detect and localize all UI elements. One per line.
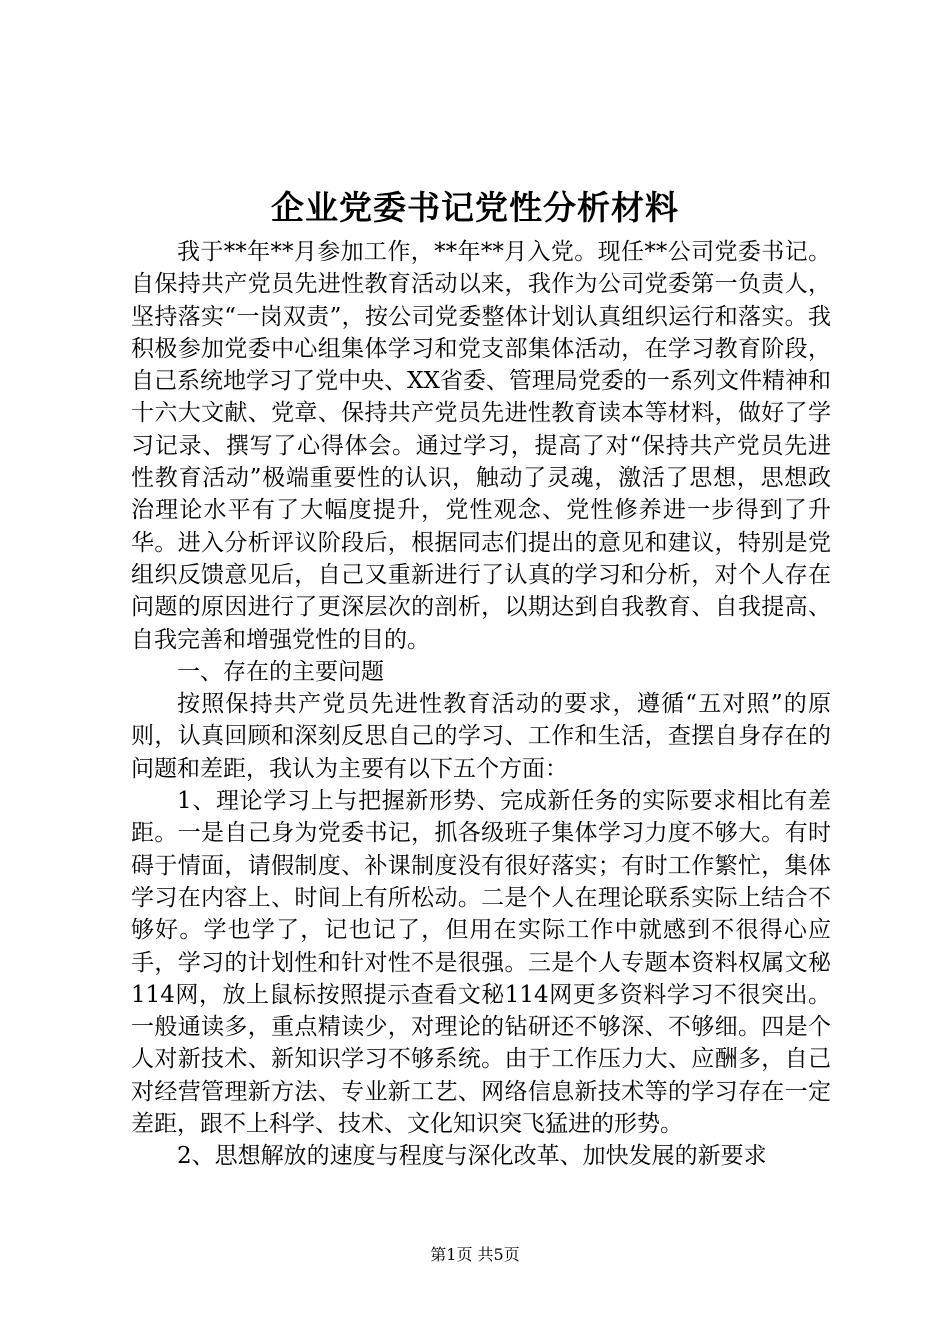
section-heading-1: 一、存在的主要问题 bbox=[177, 658, 384, 685]
document-body bbox=[131, 236, 831, 1173]
paragraph-overview: 按照保持共产党员先进性教育活动的要求，遵循“五对照”的原则，认真回顾和深刻反思自己的学习、工作和生活，查摆自身存在的问题和差距，我认为主要有以下五个方面： bbox=[131, 691, 831, 782]
paragraph-item-1: 1、理论学习上与把握新形势、完成新任务的实际要求相比有差距。一是自己身为党委书记，抓各级班子集体学习力度不够大。有时碍于情面，请假制度、补课制度没有很好落实；有时工作繁忙，集体学习在内容上、时间上有所松动。二是个人在理论联系实际上结合不够好。学也学了，记也记了，但用在实际工作中就感到不很得心应手，学习的计划性和针对性不是很强。三是个人专题本资料权属文秘114网，放上鼠标按照提示查看文秘114网更多资料学习不很突出。一般通读多，重点精读少，对理论的钻研还不够深、不够细。四是个人对新技术、新知识学习不够系统。由于工作压力大、应酬多，自己对经营管理新方法、专业新工艺、网络信息新技术等的学习存在一定差距，跟不上科学、技术、文化知识突飞猛进的形势。 bbox=[131, 788, 831, 1138]
page-number-footer: 第1页 共5页 bbox=[430, 1245, 520, 1264]
paragraph-intro: 我于**年**月参加工作，**年**月入党。现任**公司党委书记。自保持共产党员先进性教育活动以来，我作为公司党委第一负责人，坚持落实“一岗双责”，按公司党委整体计划认真组织运行和落实。我积极参加党委中心组集体学习和党支部集体活动，在学习教育阶段，自己系统地学习了党中央、XX省委、管理局党委的一系列文件精神和十六大文献、党章、保持共产党员先进性教育读本等材料，做好了学习记录、撰写了心得体会。通过学习，提高了对“保持共产党员先进性教育活动”极端重要性的认识，触动了灵魂，激活了思想，思想政治理论水平有了大幅度提升，党性观念、党性修养进一步得到了升华。进入分析评议阶段后，根据同志们提出的意见和建议，特别是党组织反馈意见后，自己又重新进行了认真的学习和分析，对个人存在问题的原因进行了更深层次的剖析，以期达到自我教育、自我提高、自我完善和增强党性的目的。 bbox=[131, 239, 831, 653]
paragraph-item-2: 2、思想解放的速度与程度与深化改革、加快发展的新要求 bbox=[177, 1143, 767, 1170]
document-title: 企业党委书记党性分析材料 bbox=[271, 188, 679, 227]
